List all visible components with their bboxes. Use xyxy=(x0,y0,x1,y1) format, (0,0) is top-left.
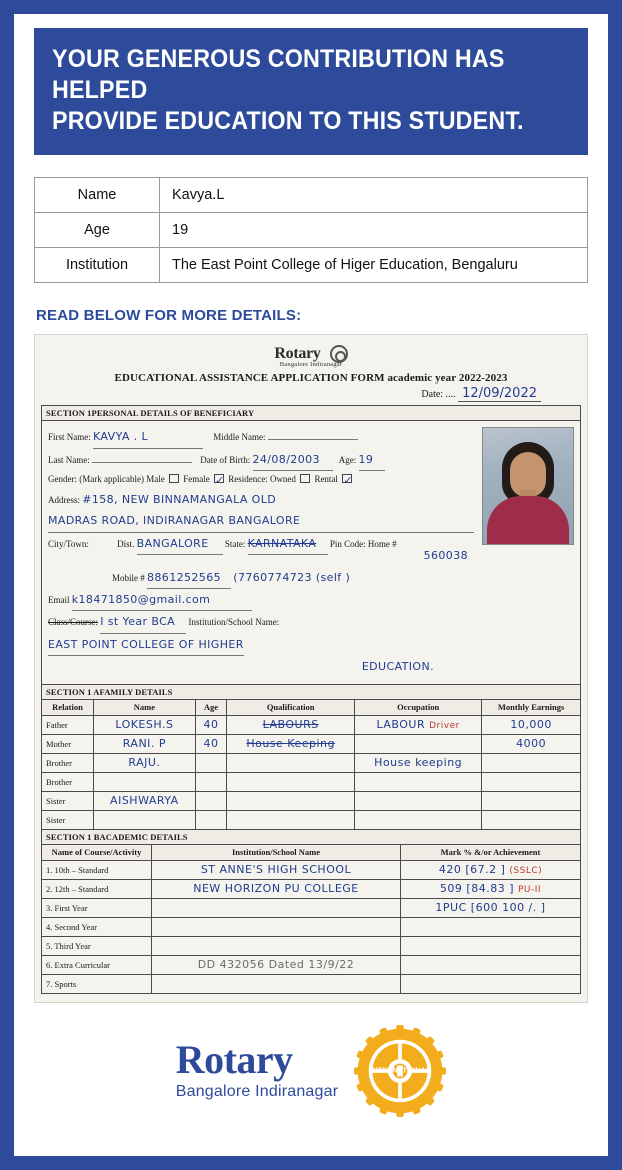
academic-marks-3 xyxy=(401,917,581,936)
rental-checkbox[interactable] xyxy=(342,474,352,483)
academic-institution-0: ST ANNE'S HIGH SCHOOL xyxy=(152,860,401,879)
family-qualification-1: House Keeping xyxy=(227,734,355,753)
academic-no-0: 1. xyxy=(46,864,53,875)
table-row xyxy=(42,791,581,810)
academic-institution-5: DD 432056 Dated 13/9/22 xyxy=(152,955,401,974)
footer-text xyxy=(175,1037,339,1101)
academic-col-course: Name of Course/Activity xyxy=(42,844,152,860)
family-relation-0: Father xyxy=(42,715,94,734)
family-age-5 xyxy=(195,810,226,829)
academic-marks-note-0: (SSLC) xyxy=(509,866,543,877)
rotary-wheel-label: INTERNATIONAL xyxy=(369,1067,431,1075)
institution-value-2: EDUCATION. xyxy=(361,660,434,674)
class-row xyxy=(48,611,474,656)
first-name-value: KAVYA . L xyxy=(93,426,203,448)
academic-course-label-0: 10th – Standard xyxy=(54,864,109,875)
family-earnings-4 xyxy=(482,791,581,810)
family-relation-3: Brother xyxy=(42,772,94,791)
academic-marks-1 xyxy=(401,879,581,898)
academic-details-table xyxy=(41,844,581,994)
detail-label-name: Name xyxy=(35,178,160,213)
age-label: Age: xyxy=(338,454,357,465)
table-header-row xyxy=(42,699,581,715)
form-rotary-club: Bangalore Indiranagar xyxy=(279,361,343,369)
academic-course-label-5: Extra Curricular xyxy=(54,959,110,970)
academic-course-2 xyxy=(42,898,152,917)
detail-label-institution: Institution xyxy=(35,248,160,283)
middle-name-label: Middle Name: xyxy=(213,432,266,443)
family-earnings-0: 10,000 xyxy=(482,715,581,734)
address-row xyxy=(48,489,474,510)
academic-course-6 xyxy=(42,974,152,993)
section-1b-header: SECTION 1 BACADEMIC DETAILS xyxy=(41,830,581,844)
family-col-age: Age xyxy=(195,699,226,715)
table-row xyxy=(42,974,581,993)
table-row xyxy=(35,213,588,248)
family-qualification-3 xyxy=(227,772,355,791)
detail-label-age: Age xyxy=(35,213,160,248)
academic-no-2: 3. xyxy=(46,902,53,913)
city-label: City/Town: xyxy=(48,538,89,549)
form-date-row xyxy=(41,386,541,401)
family-occupation-5 xyxy=(355,810,482,829)
academic-course-label-6: Sports xyxy=(54,978,77,989)
female-checkbox[interactable] xyxy=(214,474,224,483)
student-details-table xyxy=(34,177,588,283)
headline-line-1: YOUR GENEROUS CONTRIBUTION HAS HELPED xyxy=(52,45,505,104)
last-name-label: Last Name: xyxy=(48,454,90,465)
family-age-4 xyxy=(195,791,226,810)
rotary-wheel-icon xyxy=(330,345,348,363)
form-title: EDUCATIONAL ASSISTANCE APPLICATION FORM academic year 2022-2023 xyxy=(114,372,508,385)
academic-course-0 xyxy=(42,860,152,879)
table-header-row xyxy=(42,844,581,860)
family-name-3 xyxy=(94,772,196,791)
footer-logo xyxy=(34,1017,588,1123)
family-col-occupation: Occupation xyxy=(355,699,482,715)
academic-marks-note-1: PU-II xyxy=(517,885,542,896)
table-row xyxy=(42,734,581,753)
state-value: KARNATAKA xyxy=(248,533,328,555)
family-relation-2: Brother xyxy=(42,753,94,772)
last-name-row xyxy=(48,449,474,471)
academic-course-1 xyxy=(42,879,152,898)
family-qualification-0: LABOURS xyxy=(227,715,355,734)
family-earnings-2 xyxy=(482,753,581,772)
institution-value: EAST POINT COLLEGE OF HIGHER xyxy=(48,634,244,656)
family-col-qualification: Qualification xyxy=(227,699,355,715)
family-details-table xyxy=(41,699,581,830)
age-value: 19 xyxy=(359,449,385,471)
academic-course-label-3: Second Year xyxy=(54,921,97,932)
family-qualification-5 xyxy=(227,810,355,829)
academic-no-4: 5. xyxy=(46,940,53,951)
poster-inner xyxy=(14,14,608,1156)
academic-no-1: 2. xyxy=(46,883,53,894)
mobile-value: 8861252565 xyxy=(147,567,231,589)
academic-institution-6 xyxy=(152,974,401,993)
male-checkbox[interactable] xyxy=(169,474,179,483)
family-name-2: RAJU. xyxy=(94,753,196,772)
family-col-earnings: Monthly Earnings xyxy=(482,699,581,715)
family-col-relation: Relation xyxy=(42,699,94,715)
academic-marks-text-1: 509 [84.83 ] xyxy=(439,882,514,896)
academic-institution-1: NEW HORIZON PU COLLEGE xyxy=(152,879,401,898)
academic-institution-2 xyxy=(152,898,401,917)
section-1-body xyxy=(41,420,581,684)
table-row xyxy=(42,879,581,898)
family-age-0: 40 xyxy=(195,715,226,734)
family-relation-5: Sister xyxy=(42,810,94,829)
rental-label: Rental xyxy=(314,474,338,485)
table-row xyxy=(42,772,581,791)
academic-marks-4 xyxy=(401,936,581,955)
family-name-0: LOKESH.S xyxy=(94,715,196,734)
gender-row xyxy=(48,471,474,489)
gender-label: Gender: (Mark applicable) Male xyxy=(48,474,165,485)
academic-course-5 xyxy=(42,955,152,974)
family-name-4: AISHWARYA xyxy=(94,791,196,810)
family-age-2 xyxy=(195,753,226,772)
mobile-row xyxy=(112,567,474,589)
last-name-value xyxy=(92,462,192,463)
dist-value: BANGALORE xyxy=(137,533,223,555)
rotary-wheel-logo-icon xyxy=(354,1025,446,1117)
academic-marks-text-0: 420 [67.2 ] xyxy=(438,863,506,877)
pincode-value: 560038 xyxy=(423,549,468,563)
family-occupation-0 xyxy=(355,715,482,734)
dist-label: Dist. xyxy=(117,538,135,549)
academic-no-6: 7. xyxy=(46,978,53,989)
detail-value-institution: The East Point College of Higer Education, Bengaluru xyxy=(160,248,588,283)
academic-marks-5 xyxy=(401,955,581,974)
email-label: Email xyxy=(48,594,70,605)
address-line-1: #158, NEW BINNAMANGALA OLD xyxy=(82,492,277,506)
academic-course-label-1: 12th – Standard xyxy=(54,883,109,894)
family-col-name: Name xyxy=(94,699,196,715)
dob-label: Date of Birth: xyxy=(200,454,251,465)
read-below-heading: READ BELOW FOR MORE DETAILS: xyxy=(36,307,302,324)
family-earnings-5 xyxy=(482,810,581,829)
institution-label: Institution/School Name: xyxy=(188,617,280,628)
academic-marks-2: 1PUC [600 100 /. ] xyxy=(401,898,581,917)
family-occupation-2: House keeping xyxy=(355,753,482,772)
academic-course-label-2: First Year xyxy=(54,902,88,913)
academic-marks-6 xyxy=(401,974,581,993)
family-earnings-3 xyxy=(482,772,581,791)
middle-name-value xyxy=(268,439,358,440)
family-age-1: 40 xyxy=(195,734,226,753)
institution-row-2 xyxy=(48,656,434,677)
section-1-header: SECTION 1PERSONAL DETAILS OF BENEFICIARY xyxy=(41,405,581,420)
detail-value-age: 19 xyxy=(160,213,588,248)
academic-no-5: 6. xyxy=(46,959,53,970)
table-row xyxy=(42,898,581,917)
address-label: Address: xyxy=(48,494,80,505)
family-age-3 xyxy=(195,772,226,791)
family-occupation-4 xyxy=(355,791,482,810)
form-rotary-wordmark: Rotary xyxy=(274,345,321,362)
section-1a-header: SECTION 1 AFAMILY DETAILS xyxy=(41,685,581,699)
academic-course-4 xyxy=(42,936,152,955)
class-value: I st Year BCA xyxy=(100,611,186,633)
table-row xyxy=(42,955,581,974)
pincode-label: Pin Code: Home # xyxy=(329,538,397,549)
family-earnings-1: 4000 xyxy=(482,734,581,753)
family-occupation-0-note: Driver xyxy=(429,721,460,732)
beneficiary-photo xyxy=(482,427,574,545)
family-name-1: RANI. P xyxy=(94,734,196,753)
academic-no-3: 4. xyxy=(46,921,53,932)
academic-institution-4 xyxy=(152,936,401,955)
academic-course-3 xyxy=(42,917,152,936)
female-label: Female xyxy=(183,474,210,485)
academic-col-institution: Institution/School Name xyxy=(152,844,401,860)
academic-col-marks: Mark % &/or Achievement xyxy=(401,844,581,860)
family-occupation-3 xyxy=(355,772,482,791)
family-occupation-1 xyxy=(355,734,482,753)
academic-course-label-4: Third Year xyxy=(54,940,91,951)
state-label: State: xyxy=(224,538,246,549)
class-label: Class/Course: xyxy=(48,617,99,628)
academic-marks-0 xyxy=(401,860,581,879)
family-occupation-0-text: LABOUR xyxy=(376,718,426,732)
footer-rotary-name: Rotary xyxy=(175,1037,293,1083)
headline-banner xyxy=(34,28,588,155)
email-value: k18471850@gmail.com xyxy=(72,589,252,611)
table-row xyxy=(35,178,588,213)
form-date-label: Date: .... xyxy=(421,389,456,401)
table-row xyxy=(42,917,581,936)
table-row xyxy=(35,248,588,283)
address-line-2: MADRAS ROAD, INDIRANAGAR BANGALORE xyxy=(48,510,474,532)
academic-institution-3 xyxy=(152,917,401,936)
table-row xyxy=(42,715,581,734)
detail-value-name: Kavya.L xyxy=(160,178,588,213)
mobile-alt-value: (7760774723 (self ) xyxy=(233,570,351,584)
footer-club-name: Bangalore Indiranagar xyxy=(175,1083,339,1101)
first-name-label: First Name: xyxy=(48,432,91,443)
family-relation-1: Mother xyxy=(42,734,94,753)
family-name-5 xyxy=(94,810,196,829)
dob-value: 24/08/2003 xyxy=(253,449,333,471)
first-name-row xyxy=(48,426,474,448)
email-row xyxy=(48,589,474,611)
scanned-application-form xyxy=(34,334,588,1003)
headline-line-2: PROVIDE EDUCATION TO THIS STUDENT. xyxy=(52,107,524,135)
family-qualification-4 xyxy=(227,791,355,810)
form-rotary-logo xyxy=(41,345,581,368)
mobile-label: Mobile # xyxy=(112,572,145,583)
form-date-value: 12/09/2022 xyxy=(458,386,541,402)
family-qualification-2 xyxy=(227,753,355,772)
family-relation-4: Sister xyxy=(42,791,94,810)
photo-body xyxy=(487,496,569,544)
table-row xyxy=(42,860,581,879)
table-row xyxy=(42,753,581,772)
table-row xyxy=(42,810,581,829)
residence-label: Residence: Owned xyxy=(228,474,296,485)
table-row xyxy=(42,936,581,955)
owned-checkbox[interactable] xyxy=(300,474,310,483)
